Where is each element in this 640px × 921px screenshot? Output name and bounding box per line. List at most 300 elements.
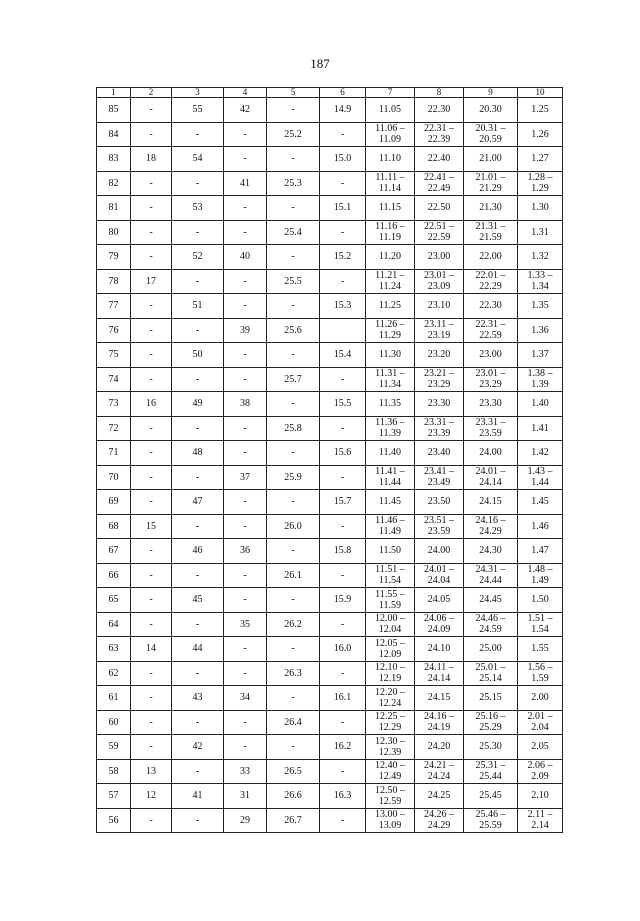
table-cell: 26.7 — [267, 808, 320, 833]
table-cell: 62 — [97, 661, 131, 686]
table-cell: - — [131, 122, 172, 147]
table-cell: 24.30 — [464, 539, 518, 564]
table-cell: 1.42 — [518, 441, 563, 466]
table-cell: 84 — [97, 122, 131, 147]
column-header: 9 — [464, 88, 518, 98]
table-cell: 24.15 — [415, 686, 464, 711]
table-cell: 59 — [97, 735, 131, 760]
table-cell: 26.1 — [267, 563, 320, 588]
table-cell: - — [172, 171, 224, 196]
table-row — [97, 269, 563, 294]
table-cell: - — [172, 465, 224, 490]
table-cell: 11.20 — [366, 245, 415, 270]
table-row — [97, 220, 563, 245]
table-cell: 24.01 – 24.14 — [464, 465, 518, 490]
table-cell: - — [172, 563, 224, 588]
table-cell: 1.31 — [518, 220, 563, 245]
table-cell: - — [320, 171, 366, 196]
table-cell: 23.40 — [415, 441, 464, 466]
table-row — [97, 441, 563, 466]
table-cell: 11.21 – 11.24 — [366, 269, 415, 294]
table-cell: 25.31 – 25.44 — [464, 759, 518, 784]
table-cell: 24.05 — [415, 588, 464, 613]
table-cell: 12.25 – 12.29 — [366, 710, 415, 735]
table-cell: - — [131, 612, 172, 637]
table-cell: - — [320, 759, 366, 784]
table-cell: 63 — [97, 637, 131, 662]
table-cell: 76 — [97, 318, 131, 343]
table-cell: - — [131, 294, 172, 319]
table-cell: 1.36 — [518, 318, 563, 343]
table-row — [97, 294, 563, 319]
table-cell: 26.5 — [267, 759, 320, 784]
table-cell: - — [131, 220, 172, 245]
table-cell: 2.10 — [518, 784, 563, 809]
table-cell: 26.0 — [267, 514, 320, 539]
table-cell: 25.7 — [267, 367, 320, 392]
table-cell: - — [172, 367, 224, 392]
table-cell: 24.26 – 24.29 — [415, 808, 464, 833]
table-cell: - — [131, 490, 172, 515]
table-cell: 35 — [224, 612, 267, 637]
table-cell: 25.01 – 25.14 — [464, 661, 518, 686]
table-cell: 1.43 – 1.44 — [518, 465, 563, 490]
table-cell: - — [224, 710, 267, 735]
table-cell: 1.35 — [518, 294, 563, 319]
table-cell: 16.3 — [320, 784, 366, 809]
table-cell: 54 — [172, 147, 224, 172]
table-row — [97, 367, 563, 392]
table-cell: 1.56 – 1.59 — [518, 661, 563, 686]
table-cell: 15.7 — [320, 490, 366, 515]
table-cell: 41 — [224, 171, 267, 196]
table-cell: 23.11 – 23.19 — [415, 318, 464, 343]
table-cell: 23.31 – 23.39 — [415, 416, 464, 441]
table-cell: 18 — [131, 147, 172, 172]
table-cell: 1.51 – 1.54 — [518, 612, 563, 637]
table-cell: - — [267, 588, 320, 613]
table-cell: 15.8 — [320, 539, 366, 564]
table-row — [97, 490, 563, 515]
table-cell: 23.20 — [415, 343, 464, 368]
table-row — [97, 710, 563, 735]
header-row — [97, 88, 563, 98]
table-cell: 23.31 – 23.59 — [464, 416, 518, 441]
table-cell: 83 — [97, 147, 131, 172]
table-cell: - — [267, 441, 320, 466]
table-cell: - — [224, 490, 267, 515]
table-cell: 1.47 — [518, 539, 563, 564]
table-cell: 79 — [97, 245, 131, 270]
table-cell: 73 — [97, 392, 131, 417]
table-cell: 60 — [97, 710, 131, 735]
table-cell: 24.06 – 24.09 — [415, 612, 464, 637]
table-cell: 1.28 – 1.29 — [518, 171, 563, 196]
table-cell: 77 — [97, 294, 131, 319]
table-cell: - — [131, 318, 172, 343]
table-cell: - — [131, 808, 172, 833]
table-cell: - — [224, 122, 267, 147]
table-cell: 12.10 – 12.19 — [366, 661, 415, 686]
page-number: 187 — [310, 56, 330, 71]
table-cell: 1.38 – 1.39 — [518, 367, 563, 392]
table-cell: 11.15 — [366, 196, 415, 221]
table-cell: 16.2 — [320, 735, 366, 760]
table-cell: - — [267, 490, 320, 515]
table-cell: 31 — [224, 784, 267, 809]
table-cell: 42 — [172, 735, 224, 760]
table-cell: 25.5 — [267, 269, 320, 294]
column-header: 1 — [97, 88, 131, 98]
table-cell: 11.30 — [366, 343, 415, 368]
table-cell: 15.5 — [320, 392, 366, 417]
table-cell — [320, 318, 366, 343]
table-cell: - — [131, 171, 172, 196]
table-cell: 2.00 — [518, 686, 563, 711]
table-cell: - — [131, 661, 172, 686]
table-cell: 1.33 – 1.34 — [518, 269, 563, 294]
table-cell: 22.41 – 22.49 — [415, 171, 464, 196]
table-cell: 11.36 – 11.39 — [366, 416, 415, 441]
table-cell: 67 — [97, 539, 131, 564]
table-cell: 85 — [97, 98, 131, 123]
table-cell: 66 — [97, 563, 131, 588]
table-cell: 15.1 — [320, 196, 366, 221]
table-cell: - — [267, 98, 320, 123]
table-cell: 1.32 — [518, 245, 563, 270]
table-cell: 11.45 — [366, 490, 415, 515]
table-cell: 13 — [131, 759, 172, 784]
table-cell: 12.50 – 12.59 — [366, 784, 415, 809]
table-cell: - — [320, 563, 366, 588]
table-row — [97, 637, 563, 662]
table-cell: 24.10 — [415, 637, 464, 662]
table-cell: 25.30 — [464, 735, 518, 760]
table-cell: - — [320, 122, 366, 147]
table-cell: 24.46 – 24.59 — [464, 612, 518, 637]
table-cell: 11.16 – 11.19 — [366, 220, 415, 245]
table-cell: 81 — [97, 196, 131, 221]
table-cell: - — [172, 661, 224, 686]
table-cell: 24.20 — [415, 735, 464, 760]
table-cell: 39 — [224, 318, 267, 343]
table-cell: - — [224, 343, 267, 368]
table-cell: 48 — [172, 441, 224, 466]
table-cell: - — [172, 710, 224, 735]
table-cell: - — [131, 539, 172, 564]
table-cell: 25.46 – 25.59 — [464, 808, 518, 833]
column-header: 2 — [131, 88, 172, 98]
table-cell: - — [131, 686, 172, 711]
table-cell: 13.00 – 13.09 — [366, 808, 415, 833]
table-cell: - — [224, 661, 267, 686]
table-cell: 1.55 — [518, 637, 563, 662]
column-header: 5 — [267, 88, 320, 98]
table-cell: 23.01 – 23.29 — [464, 367, 518, 392]
table-cell: - — [267, 539, 320, 564]
table-cell: 22.30 — [415, 98, 464, 123]
table-cell: - — [267, 196, 320, 221]
table-cell: - — [267, 294, 320, 319]
table-cell: 25.9 — [267, 465, 320, 490]
table-cell: 74 — [97, 367, 131, 392]
column-header: 7 — [366, 88, 415, 98]
table-cell: 69 — [97, 490, 131, 515]
table-cell: 16.0 — [320, 637, 366, 662]
table-cell: 70 — [97, 465, 131, 490]
table-cell: 22.00 — [464, 245, 518, 270]
table-cell: 55 — [172, 98, 224, 123]
table-cell: 11.50 — [366, 539, 415, 564]
table-cell: - — [172, 514, 224, 539]
table-cell: 36 — [224, 539, 267, 564]
table-cell: 21.31 – 21.59 — [464, 220, 518, 245]
table-row — [97, 735, 563, 760]
table-cell: 16 — [131, 392, 172, 417]
table-cell: 23.21 – 23.29 — [415, 367, 464, 392]
table-cell: 20.30 — [464, 98, 518, 123]
table-row — [97, 514, 563, 539]
table-cell: 24.21 – 24.24 — [415, 759, 464, 784]
table-cell: - — [320, 612, 366, 637]
table-cell: 41 — [172, 784, 224, 809]
table-cell: 24.25 — [415, 784, 464, 809]
table-cell: - — [224, 147, 267, 172]
table-cell: 14 — [131, 637, 172, 662]
table-cell: 2.06 – 2.09 — [518, 759, 563, 784]
table-cell: 25.2 — [267, 122, 320, 147]
table-cell: 24.45 — [464, 588, 518, 613]
table-cell: 11.05 — [366, 98, 415, 123]
table-cell: 24.15 — [464, 490, 518, 515]
table-cell: 37 — [224, 465, 267, 490]
table-cell: 24.16 – 24.19 — [415, 710, 464, 735]
table-cell: 11.46 – 11.49 — [366, 514, 415, 539]
table-cell: 38 — [224, 392, 267, 417]
table-cell: 50 — [172, 343, 224, 368]
table-cell: 15 — [131, 514, 172, 539]
table-cell: 51 — [172, 294, 224, 319]
table-cell: 25.00 — [464, 637, 518, 662]
table-cell: 21.01 – 21.29 — [464, 171, 518, 196]
column-header: 6 — [320, 88, 366, 98]
table-cell: - — [131, 588, 172, 613]
table-row — [97, 171, 563, 196]
table-cell: 33 — [224, 759, 267, 784]
table-cell: 11.26 – 11.29 — [366, 318, 415, 343]
table-cell: 1.26 — [518, 122, 563, 147]
table-cell: 40 — [224, 245, 267, 270]
table-cell: - — [224, 563, 267, 588]
table-cell: 11.40 — [366, 441, 415, 466]
table-cell: 75 — [97, 343, 131, 368]
table-cell: 11.55 – 11.59 — [366, 588, 415, 613]
table-row — [97, 343, 563, 368]
table-cell: - — [267, 735, 320, 760]
table-cell: 12.30 – 12.39 — [366, 735, 415, 760]
table-cell: - — [131, 245, 172, 270]
table-cell: - — [267, 147, 320, 172]
table-row — [97, 245, 563, 270]
table-cell: 23.01 – 23.09 — [415, 269, 464, 294]
table-cell: - — [131, 416, 172, 441]
table-cell: 22.50 — [415, 196, 464, 221]
table-cell: 23.50 — [415, 490, 464, 515]
table-cell: 1.25 — [518, 98, 563, 123]
table-cell: 22.01 – 22.29 — [464, 269, 518, 294]
table-cell: - — [131, 367, 172, 392]
table-cell: 2.01 – 2.04 — [518, 710, 563, 735]
table-cell: 68 — [97, 514, 131, 539]
table-cell: 52 — [172, 245, 224, 270]
table-cell: - — [267, 245, 320, 270]
table-cell: - — [131, 465, 172, 490]
table-row — [97, 686, 563, 711]
table-cell: 16.1 — [320, 686, 366, 711]
table-header — [97, 88, 563, 98]
table-cell: 29 — [224, 808, 267, 833]
table-cell: 71 — [97, 441, 131, 466]
table-cell: 22.30 — [464, 294, 518, 319]
table-cell: 11.25 — [366, 294, 415, 319]
table-cell: 12 — [131, 784, 172, 809]
table-row — [97, 588, 563, 613]
table-cell: 2.11 – 2.14 — [518, 808, 563, 833]
table-cell: 1.37 — [518, 343, 563, 368]
table-cell: 11.06 – 11.09 — [366, 122, 415, 147]
table-cell: - — [267, 686, 320, 711]
table-cell: 47 — [172, 490, 224, 515]
table-cell: - — [131, 710, 172, 735]
table-cell: 25.8 — [267, 416, 320, 441]
table-cell: - — [131, 343, 172, 368]
table-cell: 15.0 — [320, 147, 366, 172]
table-cell: 65 — [97, 588, 131, 613]
table-cell: 22.31 – 22.59 — [464, 318, 518, 343]
table-cell: 26.3 — [267, 661, 320, 686]
table-row — [97, 784, 563, 809]
table-cell: 1.46 — [518, 514, 563, 539]
table-cell: 2.05 — [518, 735, 563, 760]
table-cell: 15.6 — [320, 441, 366, 466]
table-cell: 12.40 – 12.49 — [366, 759, 415, 784]
table-cell: - — [172, 318, 224, 343]
table-row — [97, 318, 563, 343]
table-cell: 25.4 — [267, 220, 320, 245]
column-header: 10 — [518, 88, 563, 98]
table-cell: 25.6 — [267, 318, 320, 343]
table-cell: 49 — [172, 392, 224, 417]
table-cell: 23.00 — [464, 343, 518, 368]
table-cell: - — [224, 514, 267, 539]
table-cell: 15.3 — [320, 294, 366, 319]
table-cell: 24.00 — [415, 539, 464, 564]
table-cell: - — [172, 416, 224, 441]
table-cell: 17 — [131, 269, 172, 294]
column-header: 8 — [415, 88, 464, 98]
table-cell: - — [320, 661, 366, 686]
table-cell: - — [320, 367, 366, 392]
table-row — [97, 147, 563, 172]
table-cell: 26.4 — [267, 710, 320, 735]
table-cell: - — [224, 220, 267, 245]
table-cell: 26.6 — [267, 784, 320, 809]
table-cell: - — [172, 220, 224, 245]
table-cell: - — [320, 416, 366, 441]
table-cell: 64 — [97, 612, 131, 637]
table-cell: 72 — [97, 416, 131, 441]
table-cell: 22.40 — [415, 147, 464, 172]
table-cell: 1.41 — [518, 416, 563, 441]
table-cell: - — [320, 465, 366, 490]
table-cell: 11.41 – 11.44 — [366, 465, 415, 490]
table-cell: 24.16 – 24.29 — [464, 514, 518, 539]
table-cell: 12.00 – 12.04 — [366, 612, 415, 637]
table-cell: - — [172, 122, 224, 147]
table-cell: - — [224, 441, 267, 466]
table-cell: 21.30 — [464, 196, 518, 221]
table-row — [97, 392, 563, 417]
table-cell: 24.11 – 24.14 — [415, 661, 464, 686]
table-cell: - — [320, 220, 366, 245]
table-cell: - — [131, 563, 172, 588]
table-cell: 1.30 — [518, 196, 563, 221]
table-cell: 1.50 — [518, 588, 563, 613]
table-cell: - — [172, 269, 224, 294]
results-table — [96, 87, 563, 833]
table-cell: 24.01 – 24.04 — [415, 563, 464, 588]
table-cell: - — [131, 441, 172, 466]
table-cell: 53 — [172, 196, 224, 221]
table-cell: - — [172, 612, 224, 637]
table-cell: 11.11 – 11.14 — [366, 171, 415, 196]
table-cell: 23.30 — [415, 392, 464, 417]
table-cell: 44 — [172, 637, 224, 662]
table-cell: 23.00 — [415, 245, 464, 270]
table-row — [97, 465, 563, 490]
table-cell: - — [224, 196, 267, 221]
table-cell: 15.9 — [320, 588, 366, 613]
table-cell: 43 — [172, 686, 224, 711]
table-cell: 1.48 – 1.49 — [518, 563, 563, 588]
table-cell: 42 — [224, 98, 267, 123]
table-row — [97, 612, 563, 637]
table-cell: 78 — [97, 269, 131, 294]
table-cell: 80 — [97, 220, 131, 245]
table-cell: - — [224, 735, 267, 760]
table-cell: 23.41 – 23.49 — [415, 465, 464, 490]
table-cell: 25.3 — [267, 171, 320, 196]
table-cell: 1.40 — [518, 392, 563, 417]
table-cell: 22.31 – 22.39 — [415, 122, 464, 147]
table-body — [97, 98, 563, 833]
table-cell: 11.35 — [366, 392, 415, 417]
table-cell: - — [131, 98, 172, 123]
table-cell: - — [224, 269, 267, 294]
table-cell: 20.31 – 20.59 — [464, 122, 518, 147]
table-cell: 57 — [97, 784, 131, 809]
table-cell: 23.10 — [415, 294, 464, 319]
table-cell: - — [172, 808, 224, 833]
table-cell: 14.9 — [320, 98, 366, 123]
column-header: 3 — [172, 88, 224, 98]
table-cell: 61 — [97, 686, 131, 711]
table-cell: 45 — [172, 588, 224, 613]
table-cell: 15.4 — [320, 343, 366, 368]
table-cell: - — [224, 294, 267, 319]
table-cell: 12.20 – 12.24 — [366, 686, 415, 711]
table-cell: 25.15 — [464, 686, 518, 711]
